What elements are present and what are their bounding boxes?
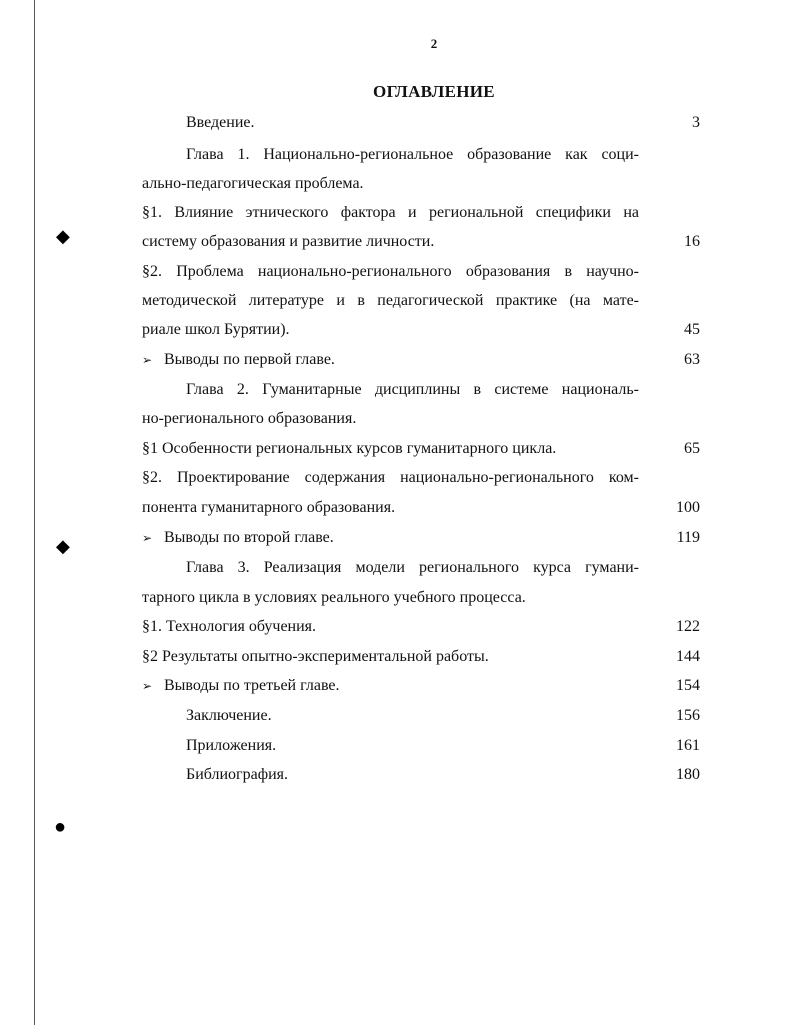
toc-section-1-1-line-1: §1. Влияние этнического фактора и региональной специфики на <box>142 204 639 221</box>
toc-page-section-3-2: 144 <box>676 648 700 665</box>
scan-speck-mark: ● <box>54 816 67 838</box>
toc-page-conclusion-chapter-2: 119 <box>676 529 700 546</box>
toc-section-1-2-line-1: §2. Проблема национально-регионального образования в научно- <box>142 263 639 280</box>
toc-entry-bibliography: Библиография. <box>186 766 288 783</box>
toc-chapter-1-line-1: Глава 1. Национально-региональное образование как соци- <box>186 146 639 163</box>
arrow-bullet-icon: ➢ <box>142 531 153 545</box>
page-number: 2 <box>430 36 438 51</box>
arrow-bullet-icon: ➢ <box>142 679 153 693</box>
toc-page-conclusion-chapter-3: 154 <box>676 677 700 694</box>
toc-title: ОГЛАВЛЕНИЕ <box>373 82 495 101</box>
toc-chapter-3-line-1: Глава 3. Реализация модели регионального курса гумани- <box>186 559 639 576</box>
toc-section-1-2-line-3: риале школ Бурятии). <box>142 321 290 338</box>
toc-chapter-1-line-2: ально-педагогическая проблема. <box>142 175 364 192</box>
toc-section-2-1: §1 Особенности региональных курсов гуманитарного цикла. <box>142 440 557 457</box>
toc-section-1-2-line-2: методической литературе и в педагогической практике (на мате- <box>142 292 639 309</box>
toc-conclusion-chapter-2 <box>142 528 639 548</box>
toc-page-section-1-2: 45 <box>684 321 700 338</box>
arrow-bullet-icon: ➢ <box>142 353 153 367</box>
toc-section-3-2: §2 Результаты опытно-экспериментальной работы. <box>142 648 489 665</box>
toc-page-section-2-1: 65 <box>684 440 700 457</box>
toc-entry-conclusion: Заключение. <box>186 707 272 724</box>
toc-chapter-2-line-1: Глава 2. Гуманитарные дисциплины в системе националь- <box>186 381 639 398</box>
toc-entry-appendix: Приложения. <box>186 737 277 754</box>
toc-page-intro: 3 <box>692 114 700 131</box>
toc-section-2-2-line-1: §2. Проектирование содержания национально-регионального ком- <box>142 469 639 486</box>
toc-chapter-3-line-2: тарного цикла в условиях реального учебного процесса. <box>142 589 526 606</box>
toc-chapter-2-line-2: но-регионального образования. <box>142 410 357 427</box>
toc-section-2-2-line-2: понента гуманитарного образования. <box>142 499 396 516</box>
toc-page-section-1-1: 16 <box>684 233 700 250</box>
toc-page-conclusion: 156 <box>676 707 700 724</box>
toc-section-3-1: §1. Технология обучения. <box>142 618 317 635</box>
toc-entry-intro: Введение. <box>186 114 255 131</box>
toc-page-appendix: 161 <box>676 737 700 754</box>
toc-section-1-1-line-2: систему образования и развитие личности. <box>142 233 435 250</box>
toc-conclusion-chapter-2-text: Выводы по второй главе. <box>164 529 334 546</box>
scan-speck-mark: ◆ <box>56 536 70 556</box>
toc-conclusion-chapter-3-text: Выводы по третьей главе. <box>164 677 340 694</box>
toc-page-section-2-2: 100 <box>676 499 700 516</box>
toc-page-bibliography: 180 <box>676 766 700 783</box>
toc-page-section-3-1: 122 <box>676 618 700 635</box>
toc-conclusion-chapter-1 <box>142 350 639 370</box>
toc-conclusion-chapter-1-text: Выводы по первой главе. <box>164 351 335 368</box>
scan-speck-mark: ◆ <box>56 226 70 246</box>
toc-page-conclusion-chapter-1: 63 <box>684 351 700 368</box>
toc-conclusion-chapter-3 <box>142 676 639 696</box>
